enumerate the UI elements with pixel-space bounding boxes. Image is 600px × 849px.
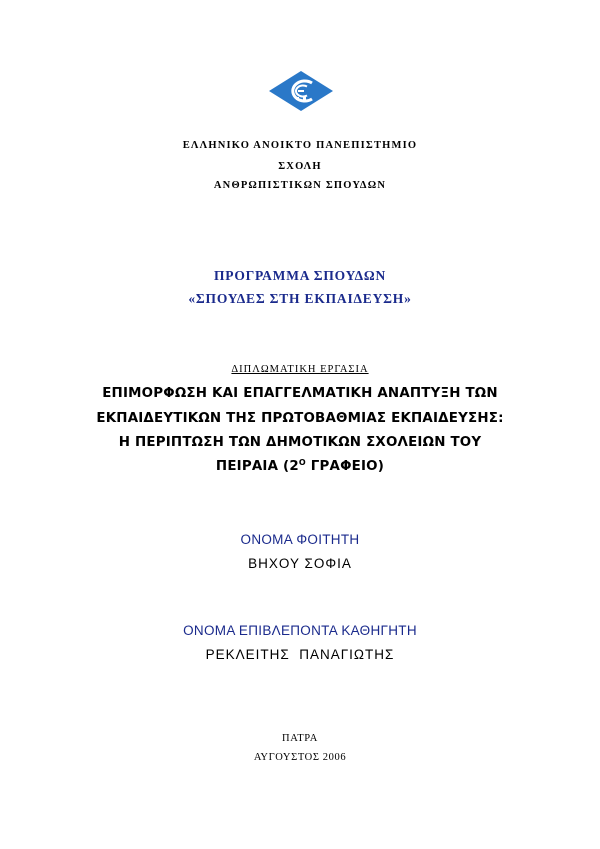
- university-name: ΕΛΛΗΝΙΚΟ ΑΝΟΙΚΤΟ ΠΑΝΕΠΙΣΤΗΜΙΟ: [182, 140, 418, 151]
- student-label: ΟΝΟΜΑ ΦΟΙΤΗΤΗ: [240, 532, 360, 547]
- supervisor-name: ΡΕΚΛΕΙΤΗΣ ΠΑΝΑΓΙΩΤΗΣ: [205, 647, 395, 662]
- thesis-title-line-4-post: ΓΡΑΦΕΙΟ): [305, 459, 385, 474]
- thesis-title-line-2: ΕΚΠΑΙΔΕΥΤΙΚΩΝ ΤΗΣ ΠΡΩΤΟΒΑΘΜΙΑΣ ΕΚΠΑΙΔΕΥΣΗΣ:: [96, 411, 504, 426]
- thesis-label: ΔΙΠΛΩΜΑΤΙΚΗ ΕΡΓΑΣΙΑ: [231, 364, 369, 375]
- thesis-title-line-4-pre: ΠΕΙΡΑΙΑ (2: [215, 459, 299, 474]
- footer-date: ΑΥΓΟΥΣΤΟΣ 2006: [253, 752, 347, 763]
- supervisor-label: ΟΝΟΜΑ ΕΠΙΒΛΕΠΟΝΤΑ ΚΑΘΗΓΗΤΗ: [183, 623, 417, 638]
- thesis-title-line-3: Η ΠΕΡΙΠΤΩΣΗ ΤΩΝ ΔΗΜΟΤΙΚΩΝ ΣΧΟΛΕΙΩΝ ΤΟΥ: [118, 435, 482, 450]
- footer-city: ΠΑΤΡΑ: [282, 733, 318, 744]
- school-label: ΣΧΟΛΗ: [278, 161, 322, 172]
- program-name: «ΣΠΟΥΔΕΣ ΣΤΗ ΕΚΠΑΙΔΕΥΣΗ»: [188, 291, 412, 306]
- school-name: ΑΝΘΡΩΠΙΣΤΙΚΩΝ ΣΠΟΥΔΩΝ: [213, 180, 387, 191]
- student-name: ΒΗΧΟΥ ΣΟΦΙΑ: [248, 556, 352, 571]
- program-label: ΠΡΟΓΡΑΜΜΑ ΣΠΟΥΔΩΝ: [214, 268, 386, 283]
- university-logo-icon: [268, 70, 334, 112]
- thesis-title-superscript: Ο: [298, 458, 306, 467]
- thesis-title-line-4: [0, 459, 600, 474]
- thesis-title-line-1: ΕΠΙΜΟΡΦΩΣΗ ΚΑΙ ΕΠΑΓΓΕΛΜΑΤΙΚΗ ΑΝΑΠΤΥΞΗ ΤΩΝ: [102, 386, 498, 401]
